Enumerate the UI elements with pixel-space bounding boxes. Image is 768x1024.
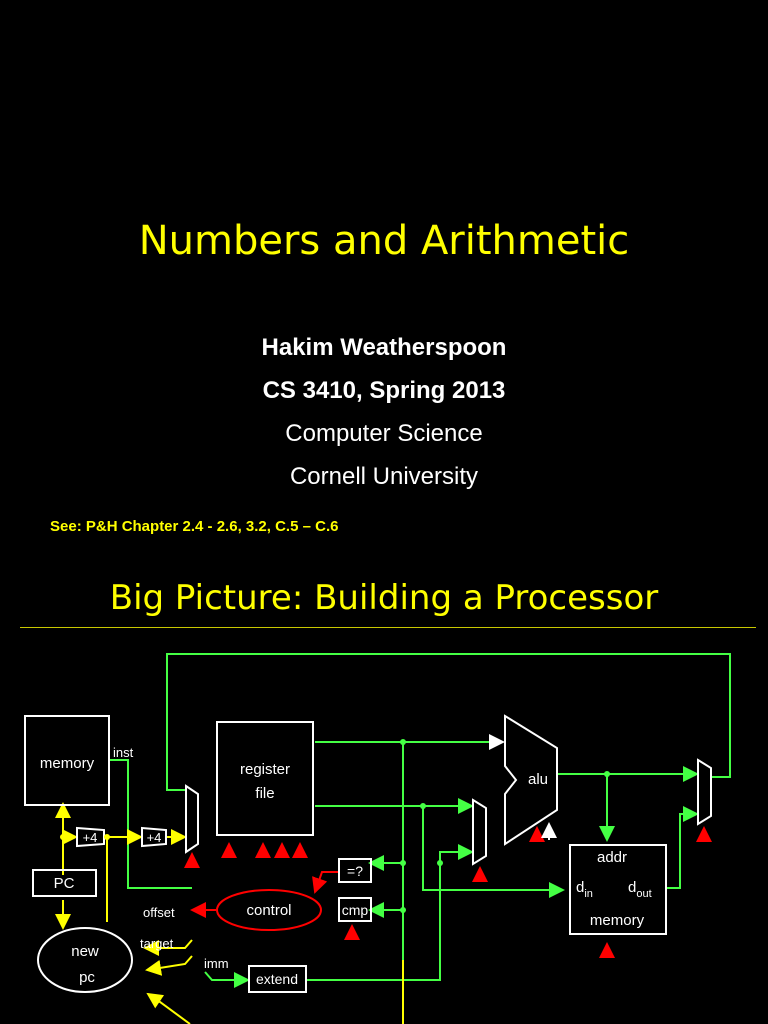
data-memory-label: memory xyxy=(589,912,645,929)
university-name: Cornell University xyxy=(289,463,479,490)
adder-plus4-a-label: +4 xyxy=(82,830,98,845)
register-file-box xyxy=(217,722,313,835)
alu-label: alu xyxy=(527,771,549,788)
alu-operand-mux xyxy=(473,800,486,864)
title-divider xyxy=(20,627,756,628)
author-name: Hakim Weatherspoon xyxy=(261,334,507,361)
processor-diagram xyxy=(0,630,768,1024)
cmp-label: cmp xyxy=(341,902,369,918)
control-label: control xyxy=(246,902,292,919)
data-memory-din-label: $d_{in}$ xyxy=(576,879,593,900)
section-title: Big Picture: Building a Processor xyxy=(109,578,659,618)
target-label: target xyxy=(140,936,174,951)
register-file-line2: file xyxy=(255,785,275,802)
department-name: Computer Science xyxy=(285,420,483,447)
register-file-line1: register xyxy=(239,761,291,778)
green-wires xyxy=(110,654,730,1024)
imm-label: imm xyxy=(204,956,229,971)
offset-label: offset xyxy=(143,905,175,920)
writeback-mux xyxy=(698,760,711,824)
new-pc-line2: pc xyxy=(79,969,95,986)
new-pc-line1: new xyxy=(71,943,99,960)
pc-label: PC xyxy=(53,875,75,892)
course-name: CS 3410, Spring 2013 xyxy=(262,377,506,404)
inst-label: inst xyxy=(113,745,134,760)
data-memory-addr-label: addr xyxy=(596,849,628,866)
equal-compare-label: =? xyxy=(347,863,363,879)
data-memory-dout-label: $d_{out}$ xyxy=(628,879,652,900)
extend-label: extend xyxy=(255,971,299,987)
reading-reference: See: P&H Chapter 2.4 - 2.6, 3.2, C.5 – C.6 xyxy=(50,518,339,535)
adder-plus4-b-label: +4 xyxy=(146,830,162,845)
slide-title: Numbers and Arithmetic xyxy=(138,218,630,264)
pc-mux xyxy=(186,786,198,852)
instruction-memory-label: memory xyxy=(39,755,95,772)
